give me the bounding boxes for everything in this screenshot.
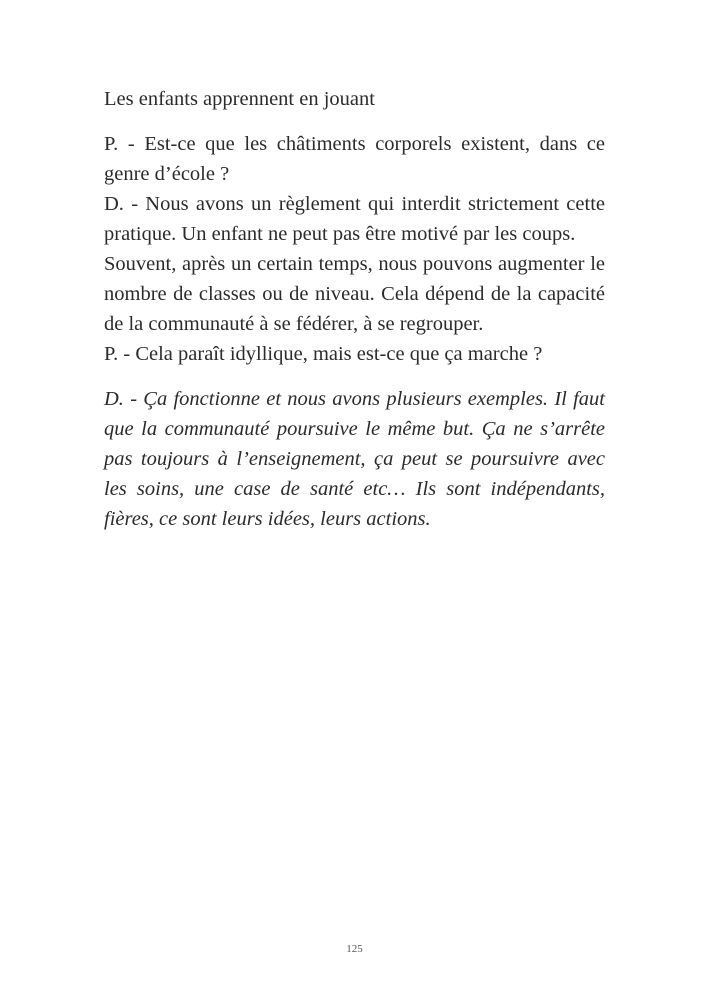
paragraph-answer-examples: D. - Ça fonctionne et nous avons plusieurs exemples. Il faut que la communauté poursuive le même but. Ça ne s’arrête pas toujours à l’enseignement, ça peut se poursuivre avec les soins, une case de santé etc… Ils sont indépendants, fières, ce sont leurs idées, leurs actions.: [104, 388, 605, 530]
paragraph-question-idyllic: P. - Cela paraît idyllique, mais est-ce que ça marche ?: [104, 343, 543, 365]
paragraph-answer-rules: D. - Nous avons un règlement qui interdit strictement cette pratique. Un enfant ne peut pas être motivé par les coups.: [104, 193, 605, 245]
section-title: Les enfants apprennent en jouant: [104, 88, 375, 110]
page-content: [104, 84, 605, 534]
page-number: 125: [346, 943, 363, 955]
paragraph-question-punishment: P. - Est-ce que les châtiments corporels existent, dans ce genre d’école ?: [104, 133, 605, 185]
paragraph-classes-growth: Souvent, après un certain temps, nous pouvons augmenter le nombre de classes ou de niveau. Cela dépend de la capacité de la communauté à se fédérer, à se regrouper.: [104, 253, 605, 335]
